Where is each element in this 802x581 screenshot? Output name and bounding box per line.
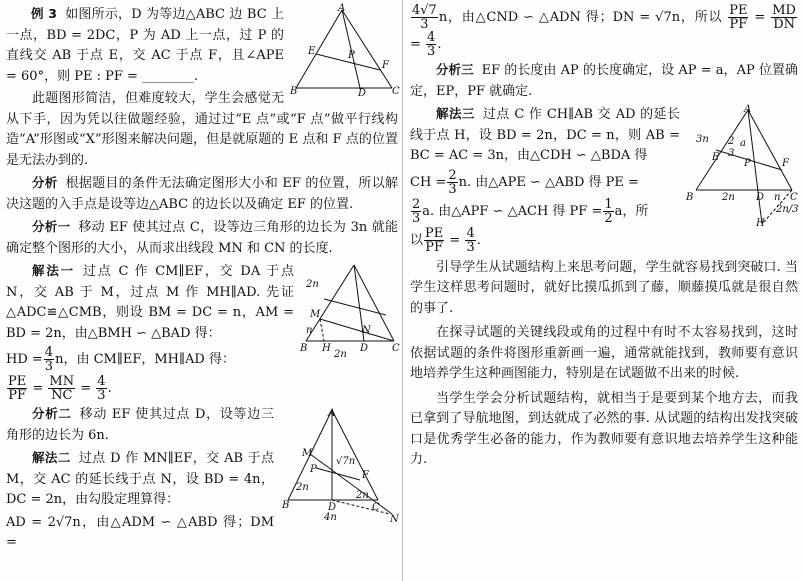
solution-2: 解法二 过点 D 作 MN∥EF，交 AB 于点 M，交 AC 的延长线于点 N，设 BD = 4n，DC = 2n，由勾股定理算得： — [6, 450, 274, 507]
fig2-D: D — [360, 343, 369, 354]
fig4-H: H — [756, 218, 765, 229]
analysis-1-label: 分析一 — [32, 219, 71, 234]
fig2-2n: 2n — [306, 279, 319, 290]
fig2-n: n — [306, 325, 313, 336]
analysis-paragraph: 分析 根据题目的条件无法确定图形大小和 EF 的位置，所以解决这题的入手点是设等边△ABC 的边长以及确定 EF 的位置. — [6, 175, 398, 212]
fig4-B: B — [686, 192, 694, 203]
solution-3: 解法三 过点 C 作 CH∥AB 交 AD 的延长线于点 H，设 BD = 2n，DC = n，则 AB = BC = AC = 3n，由△CDH ∽ △BDA 得 — [410, 106, 680, 163]
fig2-H: H — [322, 343, 331, 354]
fig4-D: D — [756, 192, 765, 203]
fig4-2: 2 — [728, 136, 735, 147]
fig2-N: N — [362, 325, 371, 336]
fig1-F: F — [382, 60, 389, 71]
fig4-P: P — [744, 158, 751, 169]
analysis-3: 分析三 EF 的长度由 AP 的长度确定，设 AP = a，AP 位置确定，EP，PF 就确定. — [410, 62, 798, 99]
fig3-M: M — [302, 448, 313, 459]
fig4-ch: 2n/3 — [776, 204, 799, 215]
left-column — [6, 4, 398, 556]
fig3-B: B — [282, 500, 290, 511]
intro-paragraph: 此题图形简洁，但难度较大，学生会感觉无从下手，因为凭以往做题经验，通过过“E 点”或“F 点”做平行线构造“A”形图或“X”形图来解决问题，但是就原题的 E 点和 F 点的位置是无法办到的. — [6, 91, 398, 168]
solution-1-label: 解法一 — [32, 263, 75, 278]
analysis-2-label: 分析二 — [32, 406, 72, 421]
solution-3-ratio: 以 $\frac{PE}{PF}$ = $\frac{4}{3}$ . — [410, 225, 481, 255]
solution-2-label: 解法二 — [32, 450, 71, 465]
fig3-2n: 2n — [296, 482, 309, 493]
solution-1-ratio: $\frac{PE}{PF}$ = $\frac{MN}{NC}$ = $\frac{4}{3}$ . — [8, 374, 112, 403]
fig1-A: A — [338, 3, 346, 14]
analysis-3-label: 分析三 — [436, 62, 474, 77]
solution-2-tail: AD = 2√7n，由△ADM ∽ △ABD 得；DM = — [6, 514, 274, 550]
figure-1 — [290, 3, 400, 99]
right-column — [410, 4, 798, 473]
solution-3-label: 解法三 — [436, 106, 475, 121]
fig4-E: E — [712, 152, 720, 163]
guide-paragraph: 引导学生从试题结构上来思考问题，学生就容易找到突破口. 当学生这样思考问题时，就好比摸瓜抓到了藤，顺藤摸瓜就是很自然的事了. — [410, 259, 798, 316]
column-divider — [402, 0, 403, 581]
analysis-2: 分析二 移动 EF 使其过点 D，设等边三角形的边长为 6n. — [6, 406, 274, 443]
fig3-P: P — [310, 464, 317, 475]
fig4-2n: 2n — [722, 192, 735, 203]
solution-1-hd: HD = $\frac{4}{3}$ n，由 CM∥EF，MH∥AD 得： — [6, 345, 235, 374]
solution-2-continued: $\frac{4√7}{3}$ n，由△CND ∽ △ADN 得；DN = √7n，所以 $\frac{PE}{PF}$ = $\frac{MD}{DN}$ = $\frac{4}{3}$ . — [410, 3, 796, 59]
analyze-paragraph: 当学生学会分析试题结构，就相当于是要到某个地方去，而我已拿到了导航地图，到达就成了必然的事. 从试题的结构出发找突破口是优秀学生必备的能力，作为教师要有意识地去培养学生这种能力. — [410, 390, 798, 467]
fig4-C: C — [790, 192, 798, 203]
fig4-3: 3 — [728, 148, 735, 159]
fig2-M: M — [310, 309, 321, 320]
fig1-E: E — [308, 46, 316, 57]
fig4-3n: 3n — [696, 134, 709, 145]
fig1-C: C — [392, 86, 400, 97]
fig2-B: B — [300, 343, 308, 354]
figure-2 — [300, 261, 398, 359]
figure-3 — [280, 406, 398, 524]
fig4-A: A — [744, 104, 752, 115]
fig3-4n: 4n — [324, 512, 337, 523]
example-label: 例 3 — [31, 6, 57, 21]
figure-4 — [686, 104, 798, 228]
fig1-P: P — [348, 50, 355, 61]
frac-hd: $\frac{4}{3}$ — [44, 345, 54, 374]
fig1-B: B — [290, 86, 298, 97]
fig3-C: C — [372, 502, 380, 513]
solution-3-ch: CH = $\frac{2}{3}$ n. 由△APE ∽ △ABD 得 PE = — [410, 167, 639, 197]
fig1-D: D — [358, 88, 367, 99]
analysis-1: 分析一 移动 EF 使其过点 C，设等边三角形的边长为 3n 就能确定整个图形的大小，从而求出线段 MN 和 CN 的长度. — [6, 219, 398, 256]
fig4-F: F — [782, 158, 789, 169]
analysis-label: 分析 — [32, 175, 58, 190]
fig2-C: C — [392, 343, 400, 354]
fig4-a: a — [740, 138, 746, 149]
fig3-2n-right: 2n — [356, 490, 369, 501]
fig2-2n-bottom: 2n — [334, 349, 347, 360]
fig4-n: n — [774, 192, 781, 203]
fig3-A: A — [328, 408, 336, 419]
fig3-D: D — [328, 502, 337, 513]
example-text: 如图所示，D 为等边△ABC 边 BC 上一点，BD = 2DC，P 为 AD 上一点，过 P 的直线交 AB 于点 E，交 AC 于点 F，且∠APE = 60°，则 PE : PF = ________. — [6, 7, 284, 84]
fig3-N: N — [390, 514, 399, 525]
solution-1: 解法一 过点 C 作 CM∥EF，交 DA 于点 N，交 AB 于 M，过点 M 作 MH∥AD. 先证△ADC≌△CMB，则设 BM = DC = n，AM = BD = 2n，由△BMH ∽ △BAD 得： — [6, 263, 294, 341]
explore-paragraph: 在探寻试题的关键线段或角的过程中有时不太容易找到，这时依据试题的条件将图形重新画一遍，通常就能找到，教师要有意识地培养学生这种画图能力，特别是在试题做不出来的时候. — [410, 325, 798, 381]
fig3-sqrt7n: √7n — [336, 456, 356, 467]
fig3-F: F — [362, 470, 369, 481]
solution-3-pe: $\frac{2}{3}$ a. 由△APF ∽ △ACH 得 PF = $\frac{1}{2}$ a，所 — [412, 196, 649, 226]
